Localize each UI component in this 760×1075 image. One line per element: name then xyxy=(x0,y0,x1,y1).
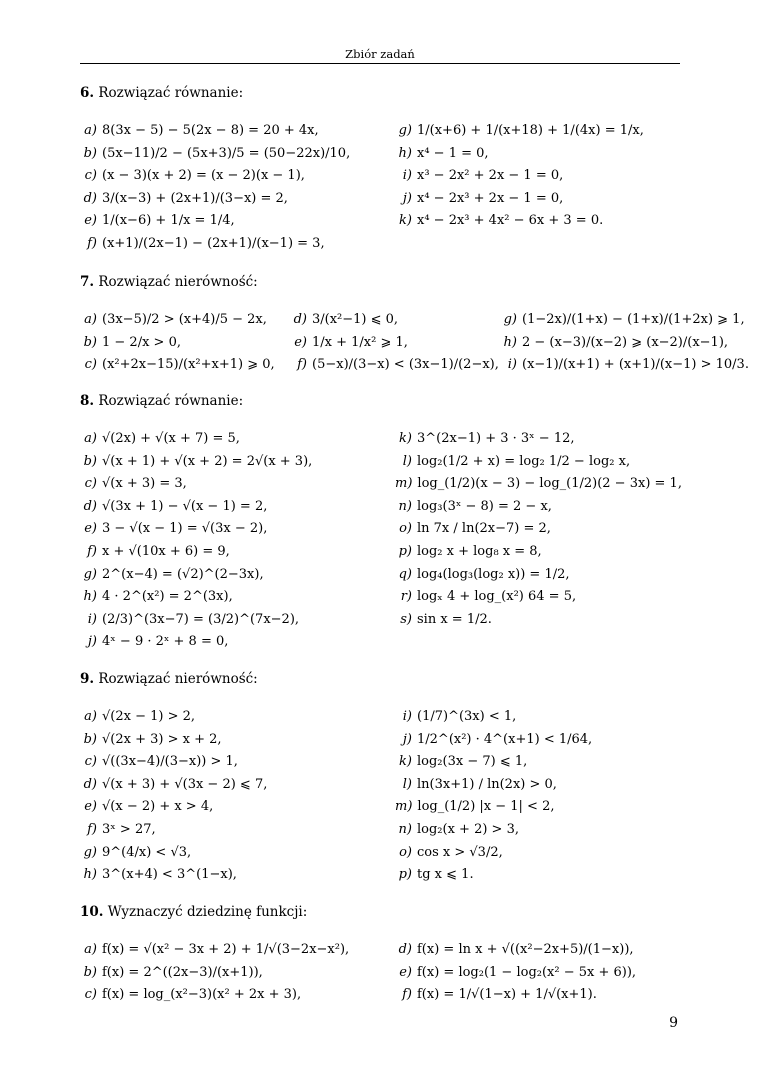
subproblem-column xyxy=(395,939,636,1007)
subproblem-item xyxy=(80,962,349,985)
subproblem-item xyxy=(395,564,682,587)
math-expression: 4 · 2^(x²) = 2^(3x), xyxy=(102,589,233,605)
math-expression: 1 − 2/x > 0, xyxy=(102,334,181,350)
math-expression: log_(1/2) |x − 1| < 2, xyxy=(417,799,555,815)
subproblem-item xyxy=(395,165,644,188)
math-expression: sin x = 1/2. xyxy=(417,611,492,627)
problem-instruction: Rozwiązać równanie: xyxy=(98,85,244,101)
subproblem-label: i) xyxy=(402,168,412,184)
subproblem-label: i) xyxy=(402,709,412,724)
subproblem-label: d) xyxy=(83,190,97,206)
subproblem-label: r) xyxy=(400,589,412,605)
math-expression: 4ˣ − 9 · 2ˣ + 8 = 0, xyxy=(102,634,229,650)
subproblem-label: h) xyxy=(83,867,97,883)
math-expression: (1−2x)/(1+x) − (1+x)/(1+2x) ⩾ 1, xyxy=(522,312,745,327)
math-expression: x³ − 2x² + 2x − 1 = 0, xyxy=(417,168,564,184)
math-expression: tg x ⩽ 1. xyxy=(417,867,474,883)
subproblem-item xyxy=(80,706,267,729)
problem-instruction: Rozwiązać nierówność: xyxy=(98,274,258,290)
subproblem-item xyxy=(80,473,312,496)
subproblem-item xyxy=(80,842,267,865)
subproblem-grid xyxy=(80,309,749,377)
math-expression: (x − 3)(x + 2) = (x − 2)(x − 1), xyxy=(102,168,305,184)
math-expression: 3^(x+4) < 3^(1−x), xyxy=(102,867,237,883)
subproblem-item xyxy=(80,984,349,1007)
math-expression: 1/(x+6) + 1/(x+18) + 1/(4x) = 1/x, xyxy=(417,123,644,138)
subproblem-label: d) xyxy=(293,312,307,327)
subproblem-column xyxy=(500,309,749,377)
subproblem-item xyxy=(80,496,312,519)
math-expression: (x²+2x−15)/(x²+x+1) ⩾ 0, xyxy=(102,357,275,373)
subproblem-label: m) xyxy=(395,476,413,492)
math-expression: 9^(4/x) < √3, xyxy=(102,844,192,860)
subproblem-label: c) xyxy=(84,476,97,492)
subproblem-label: i) xyxy=(87,611,97,627)
problem-number: 7. xyxy=(80,274,95,290)
math-expression: f(x) = ln x + √((x²−2x+5)/(1−x)), xyxy=(417,942,634,957)
math-expression: √(2x) + √(x + 7) = 5, xyxy=(102,431,240,446)
subproblem-label: c) xyxy=(84,357,97,373)
subproblem-label: n) xyxy=(398,821,412,837)
subproblem-label: b) xyxy=(83,731,97,747)
subproblem-label: c) xyxy=(84,754,97,770)
math-expression: f(x) = 1/√(1−x) + 1/√(x+1). xyxy=(417,987,597,1003)
subproblem-item xyxy=(80,120,350,143)
math-expression: x⁴ − 2x³ + 4x² − 6x + 3 = 0. xyxy=(417,213,604,229)
problem-3 xyxy=(80,670,680,887)
subproblem-label: b) xyxy=(83,334,97,350)
subproblem-item xyxy=(80,774,267,797)
subproblem-item xyxy=(80,332,275,355)
subproblem-label: s) xyxy=(400,611,412,627)
subproblem-label: e) xyxy=(294,334,307,350)
subproblem-item xyxy=(395,428,682,451)
subproblem-label: i) xyxy=(507,357,517,373)
problem-number: 6. xyxy=(80,85,95,101)
problem-title xyxy=(80,392,680,410)
math-expression: ln 7x / ln(2x−7) = 2, xyxy=(417,521,551,537)
math-expression: 1/2^(x²) · 4^(x+1) < 1/64, xyxy=(417,731,593,747)
math-expression: 3/(x−3) + (2x+1)/(3−x) = 2, xyxy=(102,190,288,206)
math-expression: log₃(3ˣ − 8) = 2 − x, xyxy=(417,498,552,514)
math-expression: 2^(x−4) = (√2)^(2−3x), xyxy=(102,566,264,582)
subproblem-column xyxy=(395,120,644,233)
subproblem-item xyxy=(395,842,592,865)
subproblem-label: h) xyxy=(83,589,97,605)
subproblem-label: l) xyxy=(402,453,412,469)
subproblem-item xyxy=(395,541,682,564)
subproblem-item xyxy=(80,586,312,609)
subproblem-label: d) xyxy=(83,776,97,792)
math-expression: √(x + 3) + √(3x − 2) ⩽ 7, xyxy=(102,776,268,792)
subproblem-item xyxy=(500,332,749,355)
subproblem-item xyxy=(290,332,499,355)
problem-0 xyxy=(80,84,680,256)
problem-number: 9. xyxy=(80,671,95,687)
subproblem-item xyxy=(80,564,312,587)
math-expression: log₂(x + 2) > 3, xyxy=(417,821,519,837)
subproblem-label: g) xyxy=(83,844,97,860)
problem-instruction: Rozwiązać równanie: xyxy=(98,393,244,409)
subproblem-item xyxy=(500,309,749,332)
math-expression: (x−1)/(x+1) + (x+1)/(x−1) > 10/3. xyxy=(522,357,749,373)
subproblem-item xyxy=(80,143,350,166)
subproblem-label: j) xyxy=(402,190,412,206)
subproblem-item xyxy=(80,210,350,233)
subproblem-label: a) xyxy=(84,431,97,446)
math-expression: log₂(1/2 + x) = log₂ 1/2 − log₂ x, xyxy=(417,453,631,469)
subproblem-label: f) xyxy=(87,235,97,251)
math-expression: √(x + 3) = 3, xyxy=(102,476,187,492)
subproblem-item xyxy=(395,864,592,887)
math-expression: (5x−11)/2 − (5x+3)/5 = (50−22x)/10, xyxy=(102,145,351,161)
subproblem-item xyxy=(80,609,312,632)
subproblem-grid xyxy=(80,939,680,1007)
subproblem-label: f) xyxy=(87,821,97,837)
problem-title xyxy=(80,273,680,291)
problem-2 xyxy=(80,392,680,654)
math-expression: 3^(2x−1) + 3 · 3ˣ − 12, xyxy=(417,431,575,446)
math-expression: 3/(x²−1) ⩽ 0, xyxy=(312,312,399,327)
subproblem-label: j) xyxy=(87,634,97,650)
subproblem-grid xyxy=(80,120,680,256)
math-expression: √(x + 1) + √(x + 2) = 2√(x + 3), xyxy=(102,453,313,469)
math-expression: √(3x + 1) − √(x − 1) = 2, xyxy=(102,498,268,514)
subproblem-grid xyxy=(80,428,680,654)
subproblem-item xyxy=(395,729,592,752)
subproblem-label: k) xyxy=(399,754,412,770)
subproblem-item xyxy=(395,451,682,474)
math-expression: log₂(3x − 7) ⩽ 1, xyxy=(417,754,528,770)
math-expression: 3 − √(x − 1) = √(3x − 2), xyxy=(102,521,268,537)
subproblem-label: c) xyxy=(84,987,97,1003)
subproblem-column xyxy=(80,428,312,654)
math-expression: ln(3x+1) / ln(2x) > 0, xyxy=(417,776,557,792)
math-expression: √(2x + 3) > x + 2, xyxy=(102,731,222,747)
subproblem-item xyxy=(290,309,499,332)
running-head: Zbiór zadań xyxy=(345,47,415,61)
subproblem-label: a) xyxy=(84,942,97,957)
math-expression: log_(1/2)(x − 3) − log_(1/2)(2 − 3x) = 1, xyxy=(417,476,682,492)
subproblem-column xyxy=(80,706,267,887)
subproblem-item xyxy=(395,210,644,233)
math-expression: √(x − 2) + x > 4, xyxy=(102,799,214,815)
subproblem-item xyxy=(395,706,592,729)
math-expression: f(x) = 2^((2x−3)/(x+1)), xyxy=(102,964,263,980)
problem-title xyxy=(80,84,680,102)
subproblem-column xyxy=(80,939,349,1007)
subproblem-item xyxy=(80,729,267,752)
subproblem-label: h) xyxy=(503,334,517,350)
subproblem-label: d) xyxy=(83,498,97,514)
subproblem-item xyxy=(395,143,644,166)
problem-instruction: Wyznaczyć dziedzinę funkcji: xyxy=(107,904,308,920)
subproblem-item xyxy=(395,984,636,1007)
subproblem-label: b) xyxy=(83,453,97,469)
subproblem-label: d) xyxy=(398,942,412,957)
math-expression: √(2x − 1) > 2, xyxy=(102,709,196,724)
math-expression: (5−x)/(3−x) < (3x−1)/(2−x), xyxy=(312,357,499,373)
subproblem-label: k) xyxy=(399,431,412,446)
subproblem-label: f) xyxy=(402,987,412,1003)
problem-number: 10. xyxy=(80,904,104,920)
subproblem-label: o) xyxy=(399,844,412,860)
page-number: 9 xyxy=(669,1015,678,1031)
subproblem-label: p) xyxy=(398,867,412,883)
subproblem-item xyxy=(395,939,636,962)
subproblem-label: e) xyxy=(399,964,412,980)
subproblem-label: g) xyxy=(398,123,412,138)
subproblem-label: a) xyxy=(84,123,97,138)
subproblem-item xyxy=(395,609,682,632)
math-expression: f(x) = √(x² − 3x + 2) + 1/√(3−2x−x²), xyxy=(102,942,350,957)
subproblem-column xyxy=(290,309,499,377)
subproblem-label: f) xyxy=(297,357,307,373)
subproblem-column xyxy=(80,309,275,377)
subproblem-label: b) xyxy=(83,964,97,980)
subproblem-label: f) xyxy=(87,543,97,559)
subproblem-label: o) xyxy=(399,521,412,537)
math-expression: f(x) = log_(x²−3)(x² + 2x + 3), xyxy=(102,987,302,1003)
subproblem-label: h) xyxy=(398,145,412,161)
subproblem-label: p) xyxy=(398,543,412,559)
problem-1 xyxy=(80,273,749,377)
subproblem-item xyxy=(80,541,312,564)
math-expression: 1/(x−6) + 1/x = 1/4, xyxy=(102,213,235,229)
subproblem-item xyxy=(395,819,592,842)
subproblem-column xyxy=(395,706,592,887)
math-expression: logₓ 4 + log_(x²) 64 = 5, xyxy=(417,589,577,605)
subproblem-item xyxy=(395,473,682,496)
problem-4 xyxy=(80,903,680,1007)
math-expression: x⁴ − 1 = 0, xyxy=(417,145,489,161)
subproblem-label: c) xyxy=(84,168,97,184)
subproblem-label: j) xyxy=(402,731,412,747)
math-expression: 1/x + 1/x² ⩾ 1, xyxy=(312,334,408,350)
subproblem-label: g) xyxy=(83,566,97,582)
subproblem-item xyxy=(80,939,349,962)
problem-instruction: Rozwiązać nierówność: xyxy=(98,671,258,687)
math-expression: log₂ x + log₈ x = 8, xyxy=(417,543,542,559)
subproblem-item xyxy=(395,796,592,819)
subproblem-item xyxy=(80,428,312,451)
subproblem-item xyxy=(290,354,499,377)
subproblem-item xyxy=(395,120,644,143)
math-expression: (x+1)/(2x−1) − (2x+1)/(x−1) = 3, xyxy=(102,235,325,251)
subproblem-item xyxy=(395,188,644,211)
subproblem-item xyxy=(80,309,275,332)
subproblem-grid xyxy=(80,706,680,887)
subproblem-label: m) xyxy=(395,799,413,815)
math-expression: log₄(log₃(log₂ x)) = 1/2, xyxy=(417,566,570,582)
subproblem-label: g) xyxy=(503,312,517,327)
math-expression: (3x−5)/2 > (x+4)/5 − 2x, xyxy=(102,312,267,327)
math-expression: (1/7)^(3x) < 1, xyxy=(417,709,517,724)
subproblem-item xyxy=(80,796,267,819)
subproblem-item xyxy=(80,864,267,887)
subproblem-label: a) xyxy=(84,709,97,724)
problem-number: 8. xyxy=(80,393,95,409)
subproblem-label: a) xyxy=(84,312,97,327)
subproblem-label: e) xyxy=(84,521,97,537)
problem-title xyxy=(80,670,680,688)
subproblem-item xyxy=(80,354,275,377)
math-expression: 2 − (x−3)/(x−2) ⩾ (x−2)/(x−1), xyxy=(522,334,729,350)
subproblem-column xyxy=(395,428,682,631)
math-expression: x⁴ − 2x³ + 2x − 1 = 0, xyxy=(417,190,564,206)
subproblem-label: e) xyxy=(84,799,97,815)
subproblem-column xyxy=(80,120,350,256)
subproblem-label: b) xyxy=(83,145,97,161)
subproblem-item xyxy=(395,518,682,541)
math-expression: x + √(10x + 6) = 9, xyxy=(102,543,230,559)
subproblem-item xyxy=(80,451,312,474)
subproblem-item xyxy=(395,962,636,985)
subproblem-item xyxy=(80,165,350,188)
subproblem-item xyxy=(80,233,350,256)
math-expression: 8(3x − 5) − 5(2x − 8) = 20 + 4x, xyxy=(102,123,319,138)
subproblem-label: k) xyxy=(399,213,412,229)
math-expression: 3ˣ > 27, xyxy=(102,821,156,837)
subproblem-item xyxy=(80,631,312,654)
math-expression: (2/3)^(3x−7) = (3/2)^(7x−2), xyxy=(102,611,300,627)
subproblem-label: e) xyxy=(84,213,97,229)
subproblem-item xyxy=(80,751,267,774)
header-rule xyxy=(80,63,680,64)
subproblem-item xyxy=(395,751,592,774)
math-expression: cos x > √3/2, xyxy=(417,844,503,860)
math-expression: √((3x−4)/(3−x)) > 1, xyxy=(102,754,238,770)
subproblem-item xyxy=(395,586,682,609)
subproblem-item xyxy=(80,518,312,541)
subproblem-item xyxy=(395,496,682,519)
subproblem-label: l) xyxy=(402,776,412,792)
problem-title xyxy=(80,903,680,921)
subproblem-item xyxy=(500,354,749,377)
subproblem-label: n) xyxy=(398,498,412,514)
subproblem-item xyxy=(80,819,267,842)
subproblem-item xyxy=(80,188,350,211)
subproblem-label: q) xyxy=(398,566,412,582)
subproblem-item xyxy=(395,774,592,797)
math-expression: f(x) = log₂(1 − log₂(x² − 5x + 6)), xyxy=(417,964,637,980)
